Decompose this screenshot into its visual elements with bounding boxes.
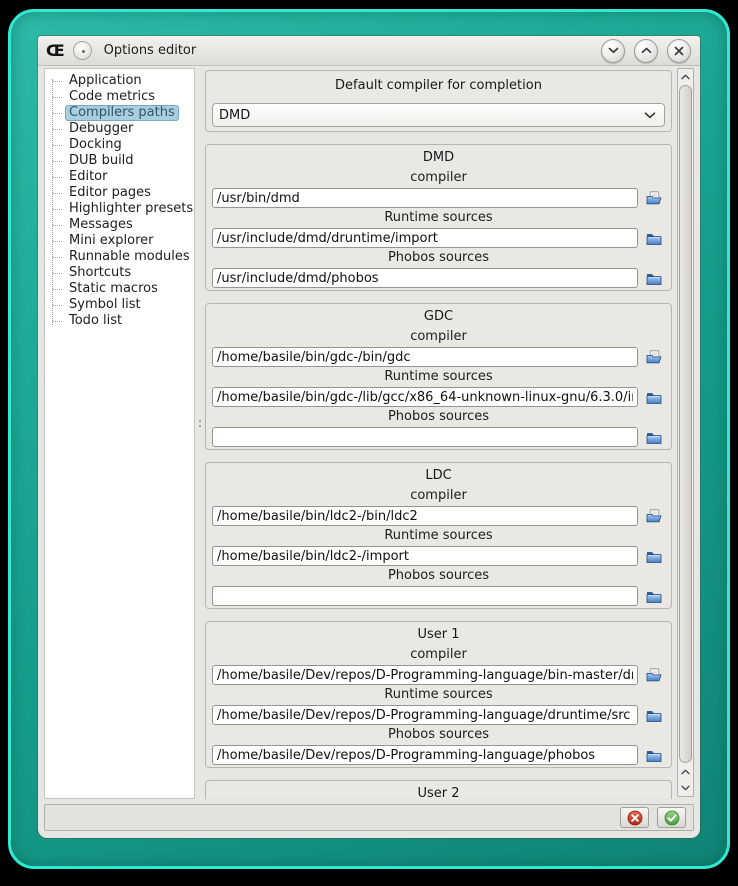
chevron-up-icon: [681, 769, 690, 775]
options-editor-window: [38, 36, 700, 838]
field-label-compiler: compiler: [410, 647, 467, 662]
select-folder-icon: [646, 590, 662, 603]
field-label-runtime-sources: Runtime sources: [384, 687, 493, 702]
titlebar[interactable]: [38, 36, 700, 66]
field-row: [212, 347, 665, 367]
green-circle-check-icon: [664, 810, 680, 826]
dmd-runtime-sources-input[interactable]: [212, 228, 638, 248]
field-row: [212, 546, 665, 566]
ldc-runtime-sources-input[interactable]: [212, 546, 638, 566]
field-row: [212, 188, 665, 208]
select-folder-icon: [646, 391, 662, 404]
select-folder-icon: [646, 749, 662, 762]
compiler-group-gdc: [205, 303, 672, 450]
sidebar-item-todo-list[interactable]: [45, 313, 194, 329]
default-compiler-select[interactable]: [212, 103, 665, 127]
sidebar-item-label: Shortcuts: [69, 265, 132, 280]
sidebar-item-label: Docking: [69, 137, 122, 152]
select-folder-button[interactable]: [643, 586, 665, 606]
sidebar-item-highlighter-presets[interactable]: [45, 201, 194, 217]
dmd-phobos-sources-input[interactable]: [212, 268, 638, 288]
gdc-runtime-sources-input[interactable]: [212, 387, 638, 407]
ldc-phobos-sources-input[interactable]: [212, 586, 638, 606]
user-1-runtime-sources-input[interactable]: [212, 705, 638, 725]
compiler-group-title: GDC: [423, 309, 454, 324]
accept-button[interactable]: [657, 807, 686, 828]
open-file-button[interactable]: [643, 347, 665, 367]
field-label-phobos-sources: Phobos sources: [387, 727, 490, 742]
sidebar-item-label: Runnable modules: [69, 249, 190, 264]
sidebar-item-docking[interactable]: [45, 137, 194, 153]
field-row: [212, 427, 665, 447]
window-frame: [8, 9, 730, 869]
vertical-scrollbar[interactable]: [677, 68, 694, 797]
dmd-compiler-input[interactable]: [212, 188, 638, 208]
close-x-icon: [674, 46, 684, 56]
select-folder-button[interactable]: [643, 387, 665, 407]
open-file-button[interactable]: [643, 665, 665, 685]
compiler-group-ldc: [205, 462, 672, 609]
sidebar-item-shortcuts[interactable]: [45, 265, 194, 281]
chevron-down-icon: [681, 785, 690, 791]
field-label-phobos-sources: Phobos sources: [387, 568, 490, 583]
field-label-compiler: compiler: [410, 329, 467, 344]
select-folder-button[interactable]: [643, 268, 665, 288]
field-row: [212, 745, 665, 765]
chevron-down-icon: [608, 47, 619, 54]
select-folder-icon: [646, 709, 662, 722]
chevron-up-icon: [641, 47, 652, 54]
select-folder-button[interactable]: [643, 745, 665, 765]
window-body: [38, 66, 700, 799]
chevron-down-icon: [644, 112, 656, 119]
field-row: [212, 705, 665, 725]
field-row: [212, 665, 665, 685]
gdc-compiler-input[interactable]: [212, 347, 638, 367]
field-label-phobos-sources: Phobos sources: [387, 250, 490, 265]
compiler-group-user-1: [205, 621, 672, 768]
dialog-footer: [44, 804, 694, 831]
select-folder-button[interactable]: [643, 705, 665, 725]
compilers-paths-panel: [205, 68, 694, 799]
sidebar-item-messages[interactable]: [45, 217, 194, 233]
sidebar-item-label: Editor pages: [69, 185, 151, 200]
field-label-phobos-sources: Phobos sources: [387, 409, 490, 424]
close-button[interactable]: [667, 39, 691, 63]
sidebar-item-code-metrics[interactable]: [45, 89, 194, 105]
sidebar-item-editor[interactable]: [45, 169, 194, 185]
default-compiler-group: [205, 70, 672, 132]
chevron-up-icon: [681, 74, 690, 80]
select-folder-button[interactable]: [643, 228, 665, 248]
field-label-runtime-sources: Runtime sources: [384, 528, 493, 543]
field-label-compiler: compiler: [410, 170, 467, 185]
sidebar-item-label: Application: [69, 73, 142, 88]
field-label-runtime-sources: Runtime sources: [384, 369, 493, 384]
select-folder-icon: [646, 272, 662, 285]
sidebar-item-label: Editor: [69, 169, 108, 184]
sidebar-item-debugger[interactable]: [45, 121, 194, 137]
compiler-group-title: LDC: [425, 468, 452, 483]
field-label-compiler: compiler: [410, 488, 467, 503]
sidebar-item-label: DUB build: [69, 153, 134, 168]
field-label-runtime-sources: Runtime sources: [384, 210, 493, 225]
sidebar-item-label: Todo list: [69, 313, 123, 328]
sidebar-item-label: Highlighter presets: [69, 201, 194, 216]
sidebar-item-symbol-list[interactable]: [45, 297, 194, 313]
scrollbar-down-button[interactable]: [678, 780, 693, 796]
compiler-group-user-2: [205, 780, 672, 799]
user-1-compiler-input[interactable]: [212, 665, 638, 685]
compiler-group-title: DMD: [422, 150, 455, 165]
sidebar-item-static-macros[interactable]: [45, 281, 194, 297]
compiler-group-dmd: [205, 144, 672, 291]
window-menu-button[interactable]: [73, 41, 92, 60]
window-title: Options editor: [103, 43, 197, 58]
settings-scroll-area: [205, 68, 672, 799]
default-compiler-group-title: Default compiler for completion: [335, 78, 542, 93]
select-folder-icon: [646, 232, 662, 245]
sidebar-item-label: Debugger: [69, 121, 134, 136]
gdc-phobos-sources-input[interactable]: [212, 427, 638, 447]
select-folder-button[interactable]: [643, 427, 665, 447]
open-file-icon: [646, 191, 662, 205]
categories-list[interactable]: [44, 68, 195, 799]
field-row: [212, 228, 665, 248]
compiler-group-title: User 2: [417, 786, 460, 799]
cancel-button[interactable]: [620, 807, 649, 828]
open-file-button[interactable]: [643, 188, 665, 208]
window-controls: [601, 39, 692, 63]
scrollbar-bottom-buttons: [678, 764, 693, 796]
field-row: [212, 506, 665, 526]
sidebar-item-runnable-modules[interactable]: [45, 249, 194, 265]
sidebar-item-label: Mini explorer: [69, 233, 154, 248]
user-1-phobos-sources-input[interactable]: [212, 745, 638, 765]
sidebar-item-label: Symbol list: [69, 297, 141, 312]
field-row: [212, 586, 665, 606]
sidebar-item-label: Code metrics: [69, 89, 156, 104]
open-file-button[interactable]: [643, 506, 665, 526]
open-file-icon: [646, 509, 662, 523]
sidebar-item-label: Compilers paths: [65, 105, 179, 121]
open-file-icon: [646, 350, 662, 364]
scrollbar-up-button[interactable]: [678, 69, 693, 84]
app-logo-icon: Œ: [46, 40, 65, 60]
sidebar-item-editor-pages[interactable]: [45, 185, 194, 201]
scrollbar-thumb[interactable]: [679, 85, 692, 763]
default-compiler-value: DMD: [219, 107, 251, 123]
sidebar-item-label: Static macros: [69, 281, 158, 296]
sidebar-item-compilers-paths[interactable]: [45, 105, 194, 121]
sidebar-item-mini-explorer[interactable]: [45, 233, 194, 249]
field-row: [212, 387, 665, 407]
scrollbar-up-button-2[interactable]: [678, 764, 693, 780]
sidebar-item-label: Messages: [69, 217, 133, 232]
sidebar-item-dub-build[interactable]: [45, 153, 194, 169]
compiler-group-title: User 1: [417, 627, 460, 642]
red-circle-x-icon: [627, 810, 643, 826]
select-folder-icon: [646, 431, 662, 444]
open-file-icon: [646, 668, 662, 682]
select-folder-button[interactable]: [643, 546, 665, 566]
splitter-handle[interactable]: [195, 68, 205, 799]
ldc-compiler-input[interactable]: [212, 506, 638, 526]
field-row: [212, 268, 665, 288]
select-folder-icon: [646, 550, 662, 563]
sidebar-item-application[interactable]: [45, 73, 194, 89]
maximize-button[interactable]: [634, 39, 658, 63]
minimize-button[interactable]: [601, 39, 625, 63]
